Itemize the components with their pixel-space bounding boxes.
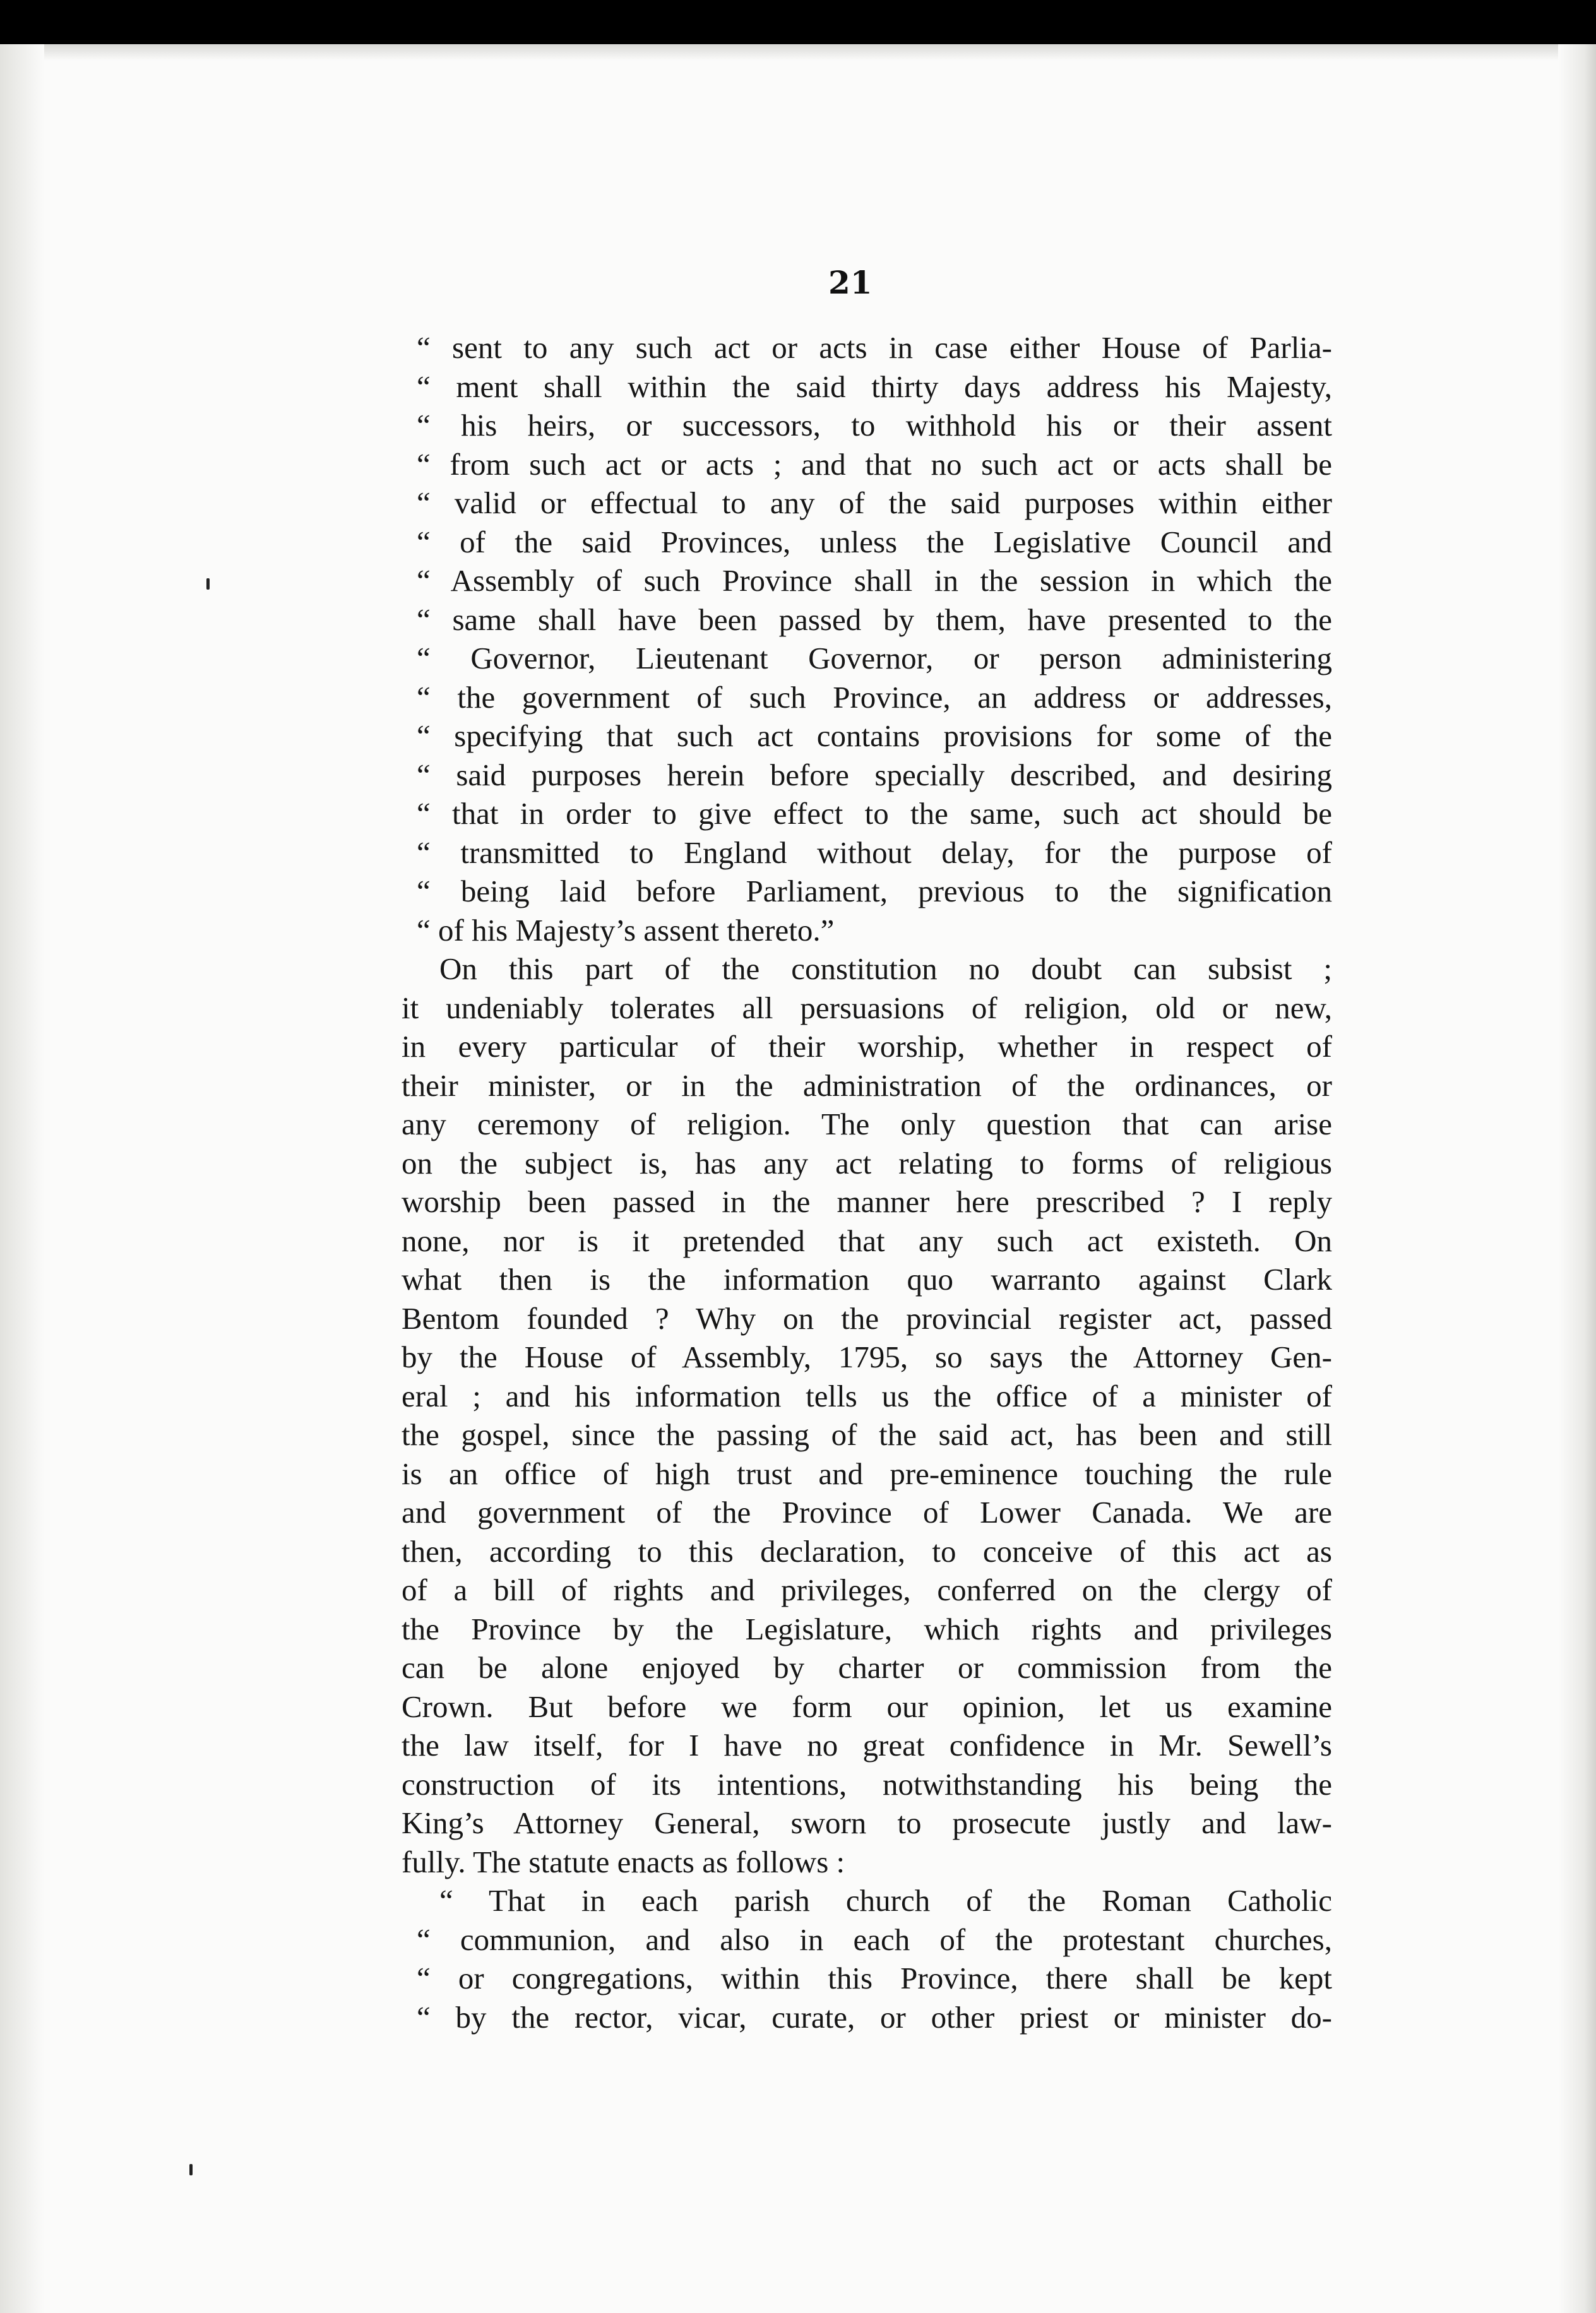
text-line: of a bill of rights and privileges, conferred on the clergy of [402, 1573, 1332, 1607]
text-line: on the subject is, has any act relating to forms of religious [402, 1145, 1332, 1180]
text-line: “ of his Majesty’s assent thereto.” [417, 912, 835, 948]
text-line: is an office of high trust and pre-eminence touching the rule [402, 1456, 1332, 1491]
text-line: “ of the said Provinces, unless the Legislative Council and [417, 524, 1332, 559]
page-top-edge [0, 44, 1596, 61]
text-line: King’s Attorney General, sworn to prosecute justly and law- [402, 1805, 1332, 1840]
text-line: construction of its intentions, notwithstanding his being the [402, 1766, 1332, 1802]
text-line: “ Governor, Lieutenant Governor, or person administering [417, 641, 1332, 675]
text-line: any ceremony of religion. The only question that can arise [402, 1107, 1332, 1141]
text-line: “ said purposes herein before specially described, and desiring [417, 757, 1332, 792]
text-line: “ from such act or acts ; and that no such act or acts shall be [417, 446, 1332, 482]
text-line: “ being laid before Parliament, previous to the signification [417, 874, 1332, 908]
page-right-edge [1558, 44, 1596, 2313]
text-line: fully. The statute enacts as follows : [402, 1844, 845, 1879]
text-line: “ That in each parish church of the Roman Catholic [439, 1883, 1332, 1918]
text-line: their minister, or in the administration of the ordinances, or [402, 1067, 1332, 1103]
text-line: none, nor is it pretended that any such act existeth. On [402, 1223, 1332, 1258]
text-line: in every particular of their worship, whether in respect of [402, 1029, 1332, 1064]
text-line: and government of the Province of Lower Canada. We are [402, 1495, 1332, 1530]
text-line: by the House of Assembly, 1795, so says the Attorney Gen- [402, 1340, 1332, 1374]
text-line: “ Assembly of such Province shall in the session in which the [417, 563, 1332, 598]
body-text [402, 328, 1332, 2037]
text-line: “ specifying that such act contains provisions for some of the [417, 718, 1332, 753]
text-line: “ that in order to give effect to the same, such act should be [417, 796, 1332, 831]
margin-mark [189, 2164, 193, 2175]
text-line: “ same shall have been passed by them, have presented to the [417, 602, 1332, 637]
text-line: it undeniably tolerates all persuasions of religion, old or new, [402, 990, 1332, 1025]
text-line: “ transmitted to England without delay, for the purpose of [417, 835, 1332, 870]
text-line: “ valid or effectual to any of the said purposes within either [417, 485, 1332, 520]
text-line: then, according to this declaration, to conceive of this act as [402, 1533, 1332, 1569]
text-line: “ sent to any such act or acts in case either House of Parlia- [417, 330, 1332, 365]
text-line: “ by the rector, vicar, curate, or other priest or minister do- [417, 1999, 1332, 2035]
text-line: can be alone enjoyed by charter or commission from the [402, 1650, 1332, 1685]
text-line: “ communion, and also in each of the protestant churches, [417, 1922, 1332, 1957]
text-line: what then is the information quo warranto against Clark [402, 1262, 1332, 1297]
page-number: 21 [828, 264, 872, 301]
text-line: Crown. But before we form our opinion, let us examine [402, 1689, 1332, 1724]
text-line: eral ; and his information tells us the office of a minister of [402, 1378, 1332, 1413]
text-line: “ or congregations, within this Province, there shall be kept [417, 1961, 1332, 1995]
text-line: “ ment shall within the said thirty days address his Majesty, [417, 369, 1332, 404]
text-line: “ his heirs, or successors, to withhold his or their assent [417, 408, 1332, 443]
binding-shadow [0, 44, 44, 2313]
margin-mark [206, 578, 210, 590]
text-line: On this part of the constitution no doubt can subsist ; [439, 951, 1332, 986]
text-line: “ the government of such Province, an address or addresses, [417, 679, 1332, 715]
text-line: the law itself, for I have no great confidence in Mr. Sewell’s [402, 1728, 1332, 1763]
text-line: worship been passed in the manner here prescribed ? I reply [402, 1184, 1332, 1219]
text-line: Bentom founded ? Why on the provincial register act, passed [402, 1300, 1332, 1336]
text-line: the gospel, since the passing of the said act, has been and still [402, 1417, 1332, 1452]
text-line: the Province by the Legislature, which rights and privileges [402, 1611, 1332, 1646]
